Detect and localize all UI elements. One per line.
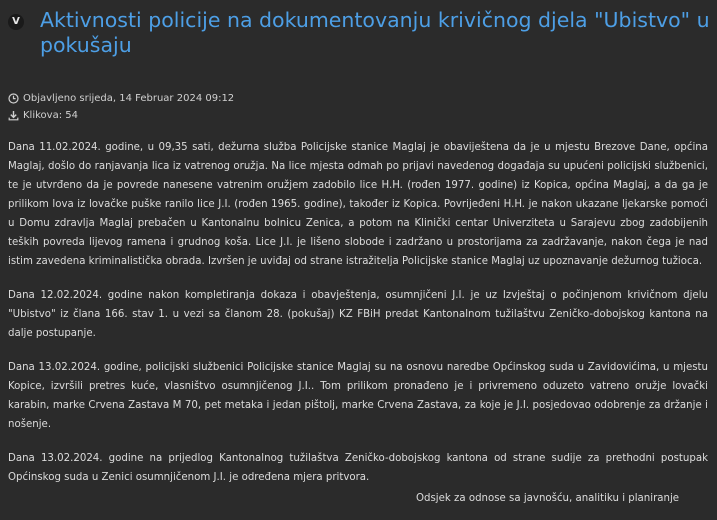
article-paragraph: Dana 12.02.2024. godine nakon kompletiranja dokaza i obavještenja, osumnjičeni J.I. je uz Izvještaj o počinjenom krivičnom djelu "Ubistvo" iz člana 166. stav 1. u vezi sa članom 28. (pokušaj) KZ FBiH predat Kantonalnom tužilaštvu Zeničko-dobojskog kantona na dalje postupanje. (8, 290, 708, 339)
clicks-info (8, 110, 78, 121)
v-logo-icon[interactable]: V (8, 14, 24, 30)
clock-icon (8, 93, 19, 104)
click-count: Klikova: 54 (23, 110, 78, 121)
article-paragraph: Dana 13.02.2024. godine, policijski službenici Policijske stanice Maglaj su na osnovu naredbe Općinskog suda u Zavidovićima, u mjestu Kopice, izvršili pretres kuće, vlasništvo osumnjičenog J.I.. Tom prilikom pronađeno je i privremeno oduzeto vatreno oružje lovački karabin, marke Crvena Zastava M 70, pet metaka i jedan pištolj, marke Crvena Zastava, za koje je J.I. posjedovao odobrenje za držanje i nošenje. (8, 362, 708, 430)
article-signature: Odsjek za odnose sa javnošću, analitiku i planiranje (416, 493, 680, 504)
article-body (8, 138, 708, 502)
article-paragraph: Dana 11.02.2024. godine, u 09,35 sati, dežurna služba Policijske stanice Maglaj je obaviještena da je u mjestu Brezove Dane, općina Maglaj, došlo do ranjavanja lica iz vatrenog oružja. Na lice mjesta odmah po prijavi navedenog događaja su upućeni policijski službenici, te je utvrđeno da je povrede nanesene vatrenim oružjem zadobilo lice H.H. (rođen 1977. godine) iz Kopica, općina Maglaj, a da ga je prilikom lova iz lovačke puške ranilo lice J.I. (rođen 1965. godine), također iz Kopica. Povrijeđeni H.H. je nakon ukazane ljekarske pomoći u Domu zdravlja Maglaj prebačen u Kantonalnu bolnicu Zenica, a potom na Klinički centar Univerziteta u Sarajevu zbog zadobijenih teških povreda lijevog ramena i grudnog koša. Lice J.I. je lišeno slobode i zadržano u prostorijama za zadržavanje, nakon čega je nad istim zavedena kriminalistička obrada. Izvršen je uviđaj od strane istražitelja Policijske stanice Maglaj uz upoznavanje dežurnog tužioca. (8, 142, 708, 267)
published-date: Objavljeno srijeda, 14 Februar 2024 09:12 (23, 93, 235, 104)
article-paragraph: Dana 13.02.2024. godine na prijedlog Kantonalnog tužilaštva Zeničko-dobojskog kantona od strane sudije za prethodni postupak Općinskog suda u Zenici osumnjičenom J.I. je određena mjera pritvora. (8, 453, 708, 483)
download-icon (8, 110, 19, 121)
article-title[interactable]: Aktivnosti policije na dokumentovanju krivičnog djela "Ubistvo" u pokušaju (40, 8, 710, 57)
published-info (8, 93, 234, 104)
